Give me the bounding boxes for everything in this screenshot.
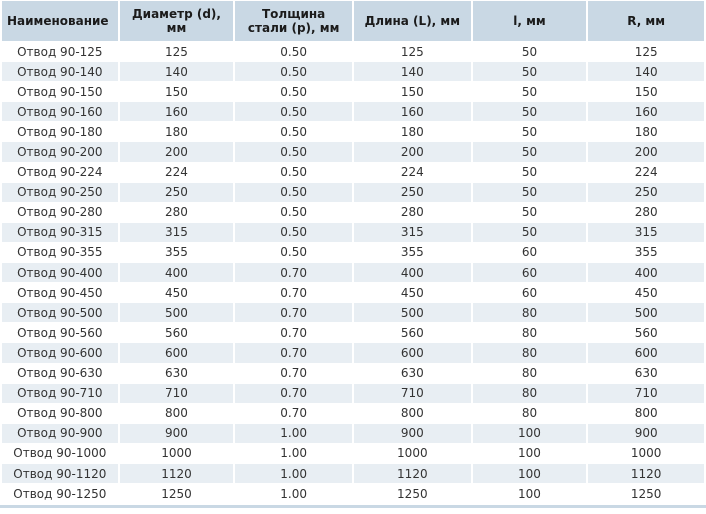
cell-diameter: 140 [120,62,234,81]
cell-steel-thickness: 0.70 [235,384,352,403]
cell-length: 600 [354,343,471,362]
table-row [2,364,704,383]
cell-length: 355 [354,243,471,262]
cell-name: Отвод 90-180 [2,122,118,141]
table-row [2,122,704,141]
table-row [2,203,704,222]
cell-l: 50 [473,122,587,141]
cell-name: Отвод 90-355 [2,243,118,262]
cell-r: 500 [588,303,704,322]
table-row [2,42,704,61]
cell-name: Отвод 90-710 [2,384,118,403]
cell-r: 140 [588,62,704,81]
cell-l: 80 [473,364,587,383]
cell-length: 250 [354,183,471,202]
table-row [2,384,704,403]
table-row [2,223,704,242]
cell-steel-thickness: 0.70 [235,404,352,423]
cell-name: Отвод 90-400 [2,263,118,282]
cell-r: 630 [588,364,704,383]
cell-l: 50 [473,203,587,222]
cell-r: 600 [588,343,704,362]
cell-name: Отвод 90-125 [2,42,118,61]
cell-length: 1250 [354,484,471,503]
cell-steel-thickness: 0.50 [235,243,352,262]
cell-name: Отвод 90-280 [2,203,118,222]
cell-steel-thickness: 0.50 [235,163,352,182]
table-row [2,82,704,101]
cell-steel-thickness: 0.70 [235,343,352,362]
cell-diameter: 315 [120,223,234,242]
cell-steel-thickness: 0.70 [235,283,352,302]
cell-length: 450 [354,283,471,302]
table-row [2,404,704,423]
cell-steel-thickness: 0.70 [235,303,352,322]
cell-length: 200 [354,142,471,161]
table-bottom-border [0,505,706,508]
header-l: l, мм [473,1,587,41]
cell-r: 200 [588,142,704,161]
cell-steel-thickness: 1.00 [235,444,352,463]
cell-r: 224 [588,163,704,182]
cell-steel-thickness: 0.50 [235,102,352,121]
cell-steel-thickness: 0.50 [235,122,352,141]
cell-l: 50 [473,82,587,101]
cell-r: 250 [588,183,704,202]
cell-name: Отвод 90-1000 [2,444,118,463]
cell-r: 160 [588,102,704,121]
cell-steel-thickness: 0.50 [235,62,352,81]
cell-steel-thickness: 1.00 [235,484,352,503]
table-row [2,424,704,443]
table-row [2,283,704,302]
cell-length: 180 [354,122,471,141]
cell-steel-thickness: 0.70 [235,364,352,383]
cell-steel-thickness: 0.50 [235,183,352,202]
cell-name: Отвод 90-250 [2,183,118,202]
cell-length: 710 [354,384,471,403]
cell-l: 100 [473,464,587,483]
table-row [2,243,704,262]
cell-diameter: 600 [120,343,234,362]
cell-l: 100 [473,424,587,443]
cell-diameter: 560 [120,323,234,342]
table-row [2,163,704,182]
header-name: Наименование [2,1,118,41]
cell-length: 315 [354,223,471,242]
cell-diameter: 224 [120,163,234,182]
cell-name: Отвод 90-560 [2,323,118,342]
header-diameter: Диаметр (d), мм [120,1,234,41]
cell-l: 80 [473,384,587,403]
cell-length: 400 [354,263,471,282]
cell-diameter: 1000 [120,444,234,463]
cell-diameter: 400 [120,263,234,282]
cell-steel-thickness: 0.50 [235,82,352,101]
cell-l: 50 [473,142,587,161]
cell-name: Отвод 90-900 [2,424,118,443]
cell-l: 60 [473,263,587,282]
cell-diameter: 630 [120,364,234,383]
cell-steel-thickness: 1.00 [235,424,352,443]
cell-diameter: 250 [120,183,234,202]
cell-r: 800 [588,404,704,423]
cell-length: 800 [354,404,471,423]
cell-l: 60 [473,283,587,302]
cell-diameter: 355 [120,243,234,262]
cell-length: 900 [354,424,471,443]
cell-name: Отвод 90-600 [2,343,118,362]
cell-l: 80 [473,404,587,423]
cell-name: Отвод 90-200 [2,142,118,161]
cell-diameter: 160 [120,102,234,121]
cell-name: Отвод 90-800 [2,404,118,423]
cell-l: 50 [473,163,587,182]
cell-diameter: 500 [120,303,234,322]
cell-diameter: 900 [120,424,234,443]
cell-r: 180 [588,122,704,141]
cell-name: Отвод 90-630 [2,364,118,383]
cell-diameter: 280 [120,203,234,222]
cell-l: 50 [473,102,587,121]
cell-length: 224 [354,163,471,182]
table-row [2,263,704,282]
table-body [2,42,704,503]
cell-r: 1120 [588,464,704,483]
cell-l: 60 [473,243,587,262]
cell-r: 710 [588,384,704,403]
table-row [2,464,704,483]
cell-diameter: 450 [120,283,234,302]
table-row [2,303,704,322]
cell-r: 1250 [588,484,704,503]
cell-length: 280 [354,203,471,222]
cell-steel-thickness: 0.70 [235,263,352,282]
cell-name: Отвод 90-160 [2,102,118,121]
cell-diameter: 1250 [120,484,234,503]
cell-r: 900 [588,424,704,443]
cell-length: 1000 [354,444,471,463]
cell-r: 560 [588,323,704,342]
cell-diameter: 800 [120,404,234,423]
cell-r: 150 [588,82,704,101]
cell-diameter: 200 [120,142,234,161]
cell-length: 140 [354,62,471,81]
cell-steel-thickness: 1.00 [235,464,352,483]
cell-name: Отвод 90-1120 [2,464,118,483]
cell-diameter: 710 [120,384,234,403]
table-row [2,183,704,202]
cell-name: Отвод 90-450 [2,283,118,302]
table-header-row [2,1,704,41]
cell-name: Отвод 90-1250 [2,484,118,503]
cell-diameter: 125 [120,42,234,61]
table-row [2,444,704,463]
cell-name: Отвод 90-500 [2,303,118,322]
cell-l: 80 [473,343,587,362]
cell-steel-thickness: 0.50 [235,42,352,61]
cell-l: 80 [473,303,587,322]
cell-l: 50 [473,223,587,242]
cell-name: Отвод 90-140 [2,62,118,81]
cell-r: 1000 [588,444,704,463]
cell-steel-thickness: 0.50 [235,223,352,242]
cell-steel-thickness: 0.50 [235,142,352,161]
cell-r: 125 [588,42,704,61]
header-r: R, мм [588,1,704,41]
cell-length: 1120 [354,464,471,483]
cell-steel-thickness: 0.70 [235,323,352,342]
cell-l: 50 [473,183,587,202]
cell-name: Отвод 90-315 [2,223,118,242]
cell-name: Отвод 90-224 [2,163,118,182]
table-row [2,484,704,503]
cell-r: 400 [588,263,704,282]
cell-l: 100 [473,444,587,463]
table-row [2,102,704,121]
header-length: Длина (L), мм [354,1,471,41]
cell-r: 355 [588,243,704,262]
cell-diameter: 180 [120,122,234,141]
cell-length: 125 [354,42,471,61]
header-steel-thickness: Толщина стали (p), мм [235,1,352,41]
cell-diameter: 150 [120,82,234,101]
table-row [2,142,704,161]
cell-l: 50 [473,42,587,61]
cell-l: 80 [473,323,587,342]
cell-name: Отвод 90-150 [2,82,118,101]
cell-r: 315 [588,223,704,242]
cell-steel-thickness: 0.50 [235,203,352,222]
cell-diameter: 1120 [120,464,234,483]
cell-r: 280 [588,203,704,222]
table-row [2,62,704,81]
table-row [2,343,704,362]
cell-r: 450 [588,283,704,302]
cell-length: 160 [354,102,471,121]
cell-l: 100 [473,484,587,503]
cell-length: 560 [354,323,471,342]
cell-length: 500 [354,303,471,322]
table-row [2,323,704,342]
cell-length: 150 [354,82,471,101]
cell-length: 630 [354,364,471,383]
cell-l: 50 [473,62,587,81]
